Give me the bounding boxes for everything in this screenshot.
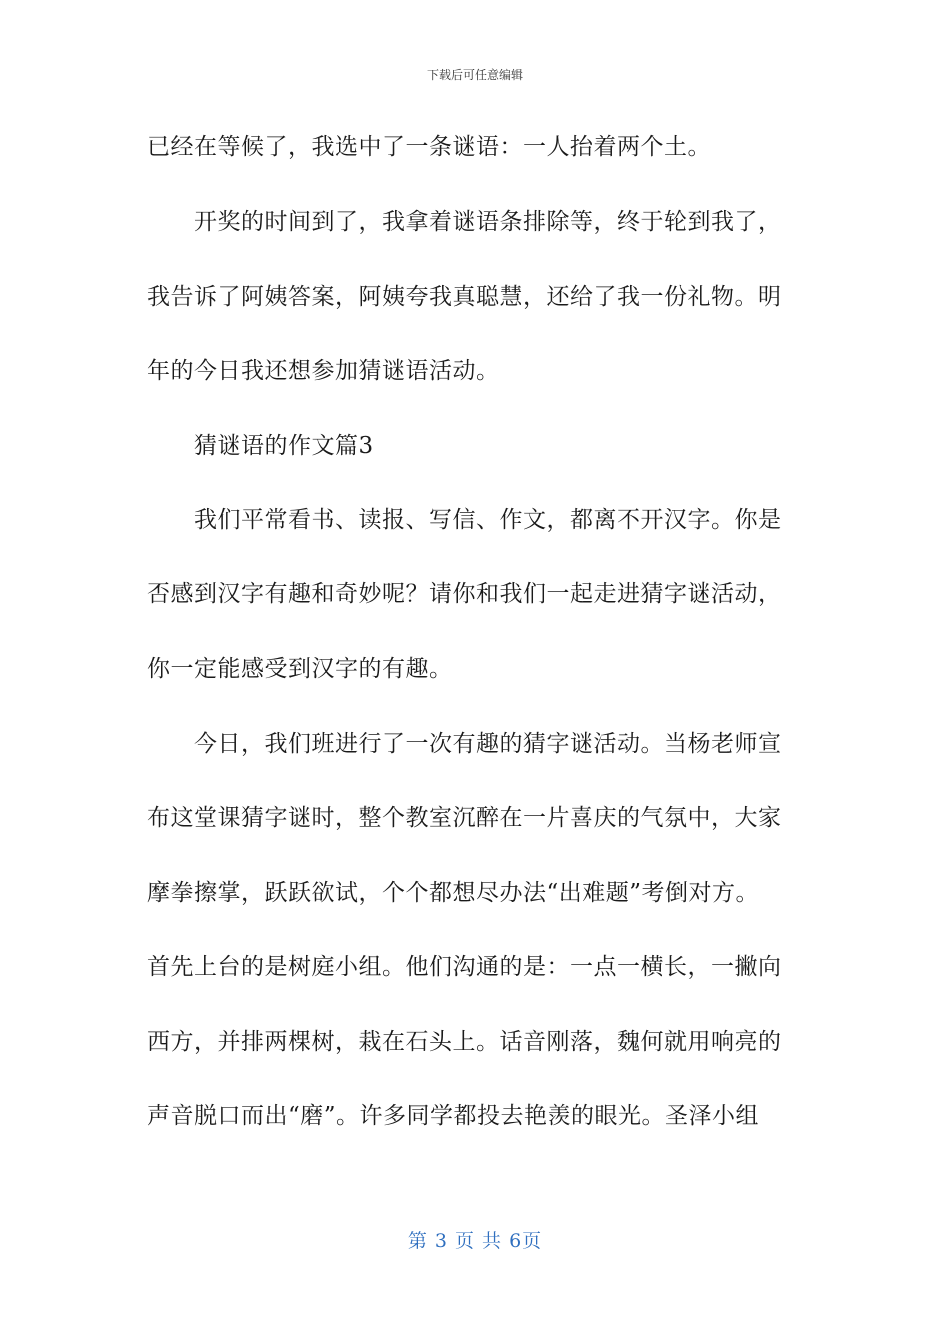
- text-line: 今日，我们班进行了一次有趣的猜字谜活动。当杨老师宣: [194, 731, 782, 757]
- text-line: 声音脱口而出“磨”。许多同学都投去艳羡的眼光。圣泽小组: [147, 1103, 760, 1129]
- text-line: 否感到汉字有趣和奇妙呢？请你和我们一起走进猜字谜活动，: [147, 581, 782, 607]
- text-line: 已经在等候了，我选中了一条谜语：一人抬着两个土。: [147, 134, 711, 160]
- text-line: 我告诉了阿姨答案，阿姨夸我真聪慧，还给了我一份礼物。明: [147, 284, 782, 310]
- page-header-note: 下载后可任意编辑: [426, 68, 523, 82]
- text-line: 首先上台的是树庭小组。他们沟通的是：一点一横长，一撇向: [147, 954, 782, 980]
- text-line: 摩拳擦掌，跃跃欲试，个个都想尽办法“出难题”考倒对方。: [147, 880, 760, 906]
- text-line: 我们平常看书、读报、写信、作文，都离不开汉字。你是: [194, 507, 782, 533]
- page-number: 第 3 页 共 6页: [407, 1230, 543, 1252]
- text-line: 你一定能感受到汉字的有趣。: [147, 656, 453, 682]
- text-line: 布这堂课猜字谜时，整个教室沉醉在一片喜庆的气氛中，大家: [147, 805, 782, 831]
- section-heading: 猜谜语的作文篇3: [194, 433, 374, 459]
- text-line: 年的今日我还想参加猜谜语活动。: [147, 358, 500, 384]
- text-line: 西方，并排两棵树，栽在石头上。话音刚落，魏何就用响亮的: [147, 1029, 782, 1055]
- text-line: 开奖的时间到了，我拿着谜语条排除等，终于轮到我了，: [194, 209, 782, 235]
